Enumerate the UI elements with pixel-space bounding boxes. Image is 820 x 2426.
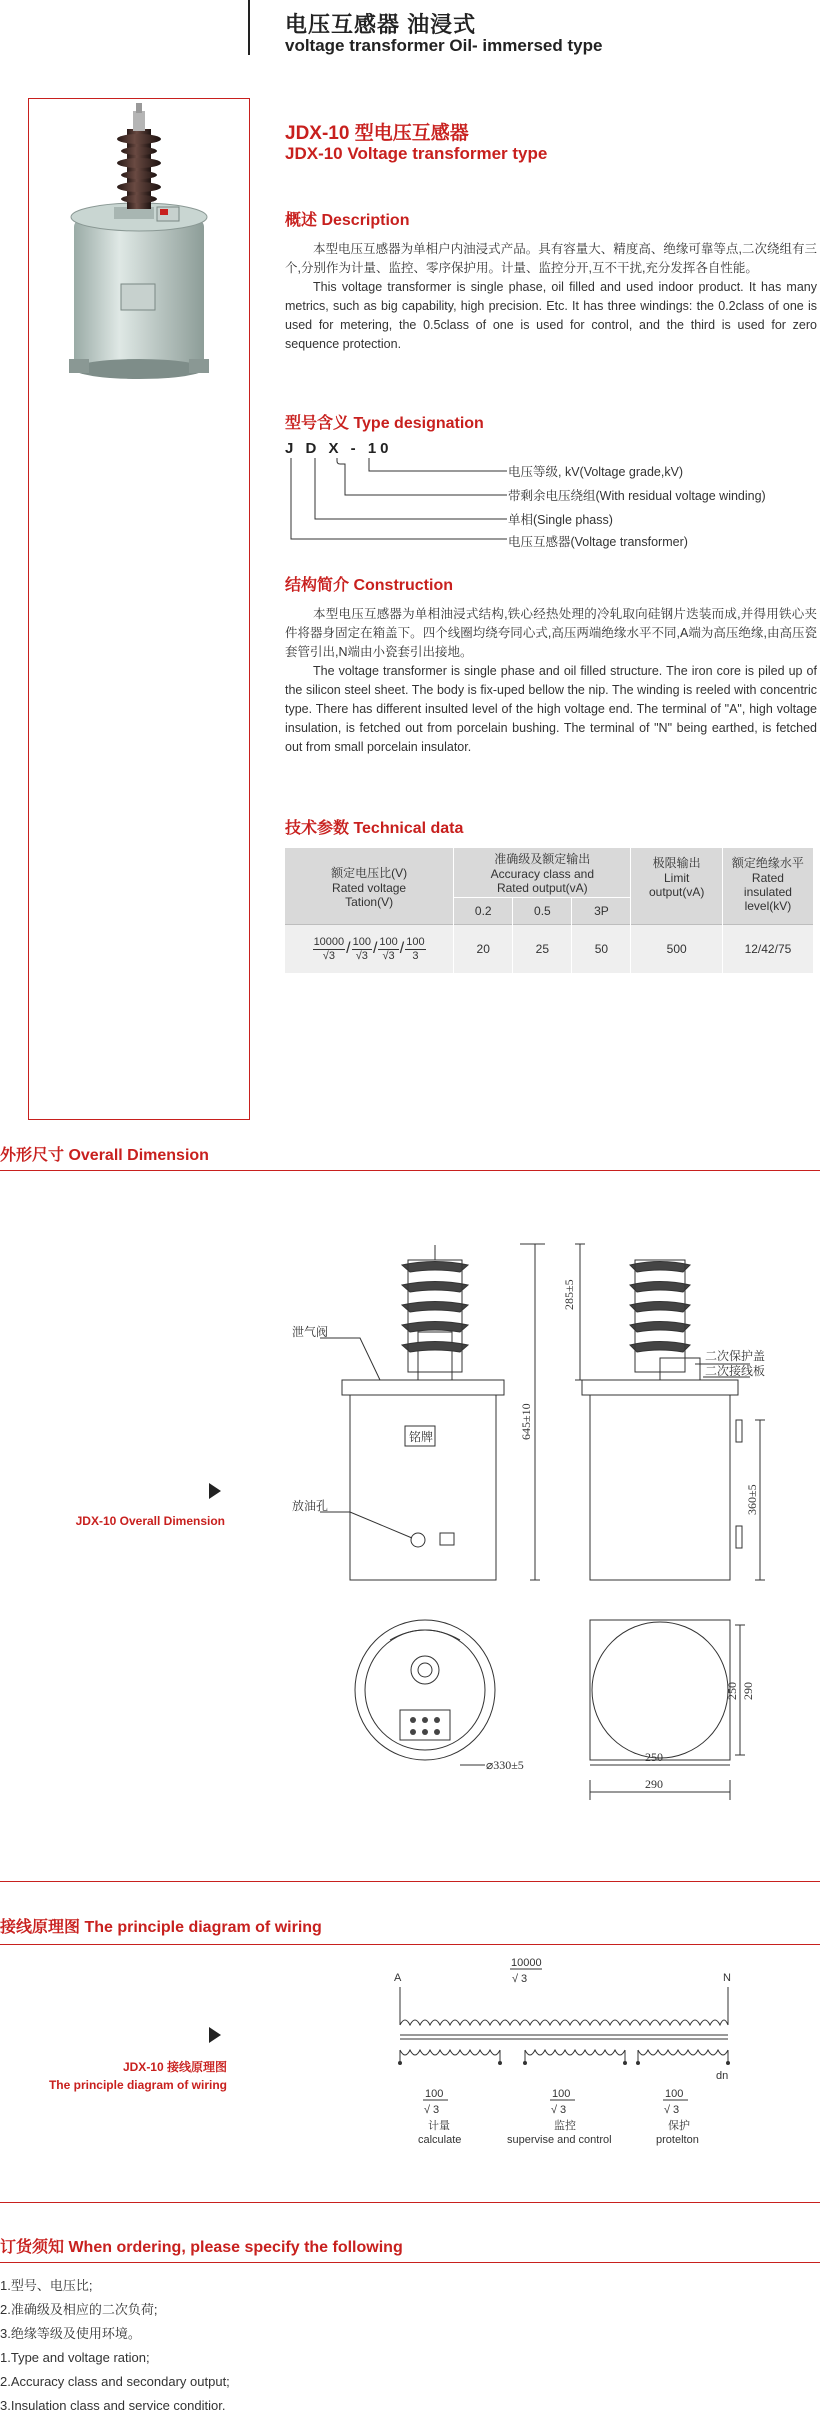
table-row [285,925,813,974]
ordering-divider [0,2262,820,2263]
terminal-n: N [723,1972,731,1984]
secondary-2-den: 3 [560,2104,567,2116]
construction-cn: 本型电压互感器为单相油浸式结构,铁心经热处理的冷轧取向硅钢片迭装而成,并得用铁心夹件将器身固定在箱盖下。四个线圈均绕夸同心式,高压两端绝缘水平不同,A端为高压绝缘,由高压瓷套管引出,N端由小瓷套引出接地。 [285,607,817,659]
primary-ratio-den: 3 [521,1973,528,1985]
type-code: J D X - 10 [285,440,393,457]
th-sub-3p: 3P [572,898,631,925]
construction-heading: 结构简介 Construction [285,577,453,594]
header-title-en: voltage transformer Oil- immersed type [285,36,603,55]
sqrt-icon: √ [551,2104,558,2116]
description-heading: 概述 Description [285,212,410,229]
wiring-top-divider [0,1881,820,1882]
product-photo-frame [28,98,250,1120]
list-item: 2.Accuracy class and secondary output; [0,2374,230,2389]
dimension-heading: 外形尺寸 Overall Dimension [0,1147,209,1164]
wiring-caption-en: The principle diagram of wiring [48,2078,227,2092]
wiring-divider [0,1944,820,1945]
th-sub-0-5: 0.5 [513,898,572,925]
cell-insulation: 12/42/75 [722,925,813,974]
list-item: 3.Insulation class and service conditior. [0,2398,226,2413]
ordering-list [0,2274,230,2418]
type-item-single-phase: 单相(Single phass) [508,513,613,527]
secondary-1-en: calculate [418,2134,462,2146]
construction-en: The voltage transformer is single phase and oil filled structure. The iron core is piled up of the silicon steel sheet. The body is fix-uped bellow the nip. The winding is reeled with concentric type. There has different insulted level of the high voltage end. The terminal of "A", high voltage insulation, is fetched out from porcelain bushing. The terminal of "N" being earthed, is fetched out from small porcelain insulator. [285,664,817,754]
th-accuracy: 准确级及额定输出 Accuracy class and Rated output(vA) [454,848,631,898]
wiring-heading: 接线原理图 The principle diagram of wiring [0,1919,322,1936]
description-en: This voltage transformer is single phase, oil filled and used indoor product. It has many metrics, such as big capability, high precision. Etc. It has three windings: the 0.2class of one is used for metering, the 0.5class of one is used for control, and the third is used for zero sequence protection. [285,280,817,351]
type-designation-leader-lines [285,456,510,542]
cell-3p: 50 [572,925,631,974]
cell-0-5: 25 [513,925,572,974]
secondary-2-en: supervise and control [507,2134,612,2146]
sqrt-icon: √ [664,2104,671,2116]
product-title-en: JDX-10 Voltage transformer type [285,144,548,163]
secondary-3-num: 100 [665,2088,684,2100]
arrow-icon [206,1482,224,1500]
cell-0-2: 20 [454,925,513,974]
secondary-2-num: 100 [552,2088,571,2100]
terminal-a: A [394,1972,402,1984]
wiring-caption-cn: JDX-10 接线原理图 [122,2060,227,2074]
header-divider [248,0,250,55]
dimension-divider [0,1170,820,1171]
secondary-3-cn: 保护 [668,2120,690,2132]
th-rated-ratio: 额定电压比(V) Rated voltage Tation(V) [285,848,454,925]
dimension-caption: JDX-10 Overall Dimension [75,1514,225,1528]
label-d330: ⌀330±5 [486,1758,524,1772]
type-item-voltage: 电压等级, kV(Voltage grade,kV) [508,465,684,479]
ordering-top-divider [0,2202,820,2203]
arrow-icon [206,2026,224,2044]
type-item-residual: 带剩余电压绕组(With residual voltage winding) [508,489,766,503]
terminal-dn: dn [716,2070,729,2082]
cell-limit: 500 [631,925,722,974]
sqrt-icon: √ [512,1973,519,1985]
ordering-heading: 订货须知 When ordering, please specify the following [0,2239,403,2256]
th-limit-output: 极限输出 Limit output(vA) [631,848,722,925]
type-item-transformer: 电压互感器(Voltage transformer) [508,535,688,549]
th-sub-0-2: 0.2 [454,898,513,925]
construction-body [285,605,817,757]
secondary-1-den: 3 [433,2104,440,2116]
wiring-diagram [380,1955,760,2185]
secondary-1-cn: 计量 [428,2120,450,2132]
description-body [285,240,817,354]
technical-heading: 技术参数 Technical data [285,820,464,837]
list-item: 3.绝缘等级及使用环境。 [0,2326,141,2341]
th-insulation: 额定绝缘水平 Rated insulated level(kV) [722,848,813,925]
product-title-cn: JDX-10 型电压互感器 [285,123,469,144]
type-designation-heading: 型号含义 Type designation [285,415,484,432]
dimension-drawing [290,1240,790,1800]
label-h285: 285±5 [562,1279,576,1310]
sqrt-icon: √ [424,2104,431,2116]
label-h645: 645±10 [519,1403,533,1440]
secondary-3-den: 3 [673,2104,680,2116]
label-h360: 360±5 [745,1484,759,1515]
label-w250: 250 [645,1750,663,1764]
label-w290: 290 [645,1777,663,1791]
primary-ratio-num: 10000 [511,1957,542,1969]
product-photo [29,99,249,419]
technical-table [285,848,813,973]
label-h290: 290 [741,1682,755,1700]
label-drain: 放油孔 [292,1499,329,1513]
cell-ratio: $\frac{10000}{√3}/$ $\frac{100}{√3}/$ $\frac{100}{√3}/$ $\frac{100}{3}$ [285,925,454,974]
label-nameplate: 铭牌 [409,1430,434,1444]
label-h250: 250 [725,1682,739,1700]
list-item: 2.准确级及相应的二次负荷; [0,2302,158,2317]
list-item: 1.型号、电压比; [0,2278,93,2293]
description-cn: 本型电压互感器为单相户内油浸式产品。具有容量大、精度高、绝缘可靠等点,二次绕组有三个,分别作为计量、监控、零序保护用。计量、监控分开,互不干扰,充分发挥各自性能。 [285,242,817,275]
secondary-1-num: 100 [425,2088,444,2100]
secondary-2-cn: 监控 [554,2120,576,2132]
label-terminal: 二次接线板 [705,1364,766,1378]
header-title-cn: 电压互感器 油浸式 [285,12,477,37]
label-vent: 泄气阀 [292,1325,329,1339]
list-item: 1.Type and voltage ration; [0,2350,150,2365]
label-cover: 二次保护盖 [705,1349,766,1363]
secondary-3-en: protelton [656,2134,699,2146]
